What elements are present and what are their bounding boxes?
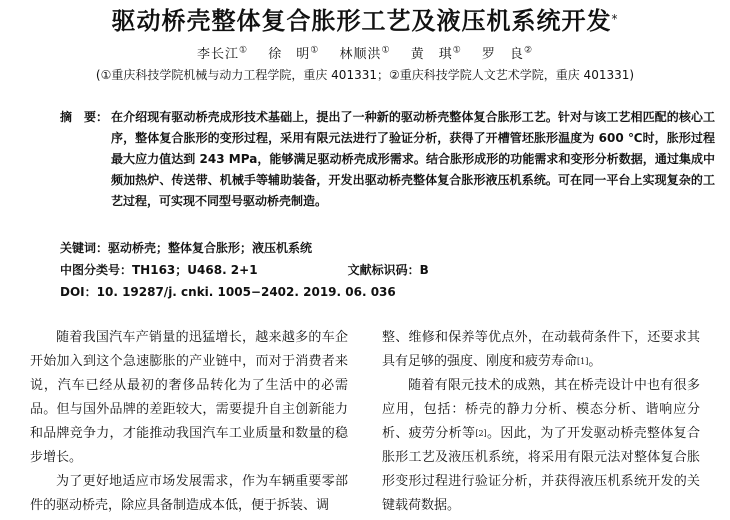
author: 李长江①	[196, 46, 249, 63]
author-list	[0, 42, 730, 64]
body-paragraph: 整、维修和保养等优点外，在动载荷条件下，还要求其具有足够的强度、刚度和疲劳寿命[1]。	[382, 330, 700, 369]
title-footnote-mark: *	[611, 12, 619, 26]
body-paragraph: 为了更好地适应市场发展需求，作为车辆重要零部件的驱动桥壳，除应具备制造成本低，便于拆装、调	[30, 474, 348, 513]
author: 徐 明①	[268, 46, 320, 63]
body-paragraph: 随着有限元技术的成熟，其在桥壳设计中也有很多应用，包括：桥壳的静力分析、模态分析、谐响应分析、疲劳分析等[2]。因此，为了开发驱动桥壳整体复合胀形工艺及液压机系统，将采用有限元法对整体复合胀形变形过程进行验证分析，并获得液压机系统开发的关键载荷数据。	[382, 378, 700, 513]
affiliation: (①重庆科技学院机械与动力工程学院，重庆 401331；②重庆科技学院人文艺术学院，重庆 401331)	[95, 68, 635, 82]
body-column-right	[382, 326, 700, 518]
paper-title	[0, 6, 730, 36]
classification-number: 中图分类号：TH163；U468. 2+1	[60, 263, 258, 277]
document-code: 文献标识码：B	[347, 263, 429, 277]
title-text: 驱动桥壳整体复合胀形工艺及液压机系统开发	[111, 7, 612, 35]
keywords: 关键词：驱动桥壳；整体复合胀形；液压机系统	[60, 241, 313, 255]
doi: DOI：10. 19287/j. cnki. 1005−2402. 2019. 06. 036	[60, 285, 396, 299]
abstract-label: 摘 要：	[60, 110, 109, 124]
author: 罗 良②	[481, 46, 534, 63]
abstract-text: 在介绍现有驱动桥壳成形技术基础上，提出了一种新的驱动桥壳整体复合胀形工艺。针对与该工艺相匹配的核心工序，整体复合胀形的变形过程，采用有限元法进行了验证分析，获得了开槽管坯胀形温度为 600 ℃时，胀形过程最大应力值达到 243 MPa，能够满足驱动桥壳成形需求。结合胀形成形的功能需求和变形分析数据，通过集成中频加热炉、传送带、机械手等辅助装备，开发出驱动桥壳整体复合胀形液压机系统。可在同一平台上实现复杂的工艺过程，可实现不同型号驱动桥壳制造。	[111, 110, 715, 208]
author: 林顺洪①	[339, 46, 391, 63]
body-column-left	[30, 326, 348, 518]
classification-row	[60, 261, 429, 279]
abstract	[60, 107, 715, 212]
citation-ref[interactable]: [1]	[577, 357, 589, 366]
body-paragraph: 随着我国汽车产销量的迅猛增长，越来越多的车企开始加入到这个急速膨胀的产业链中，而对于消费者来说，汽车已经从最初的奢侈品转化为了生活中的必需品。但与国外品牌的差距较大，需要提升自主创新能力和品牌竞争力，才能推动我国汽车工业质量和数量的稳步增长。	[30, 330, 348, 465]
citation-ref[interactable]: [2]	[475, 429, 487, 438]
author: 黄 琪①	[410, 46, 462, 63]
